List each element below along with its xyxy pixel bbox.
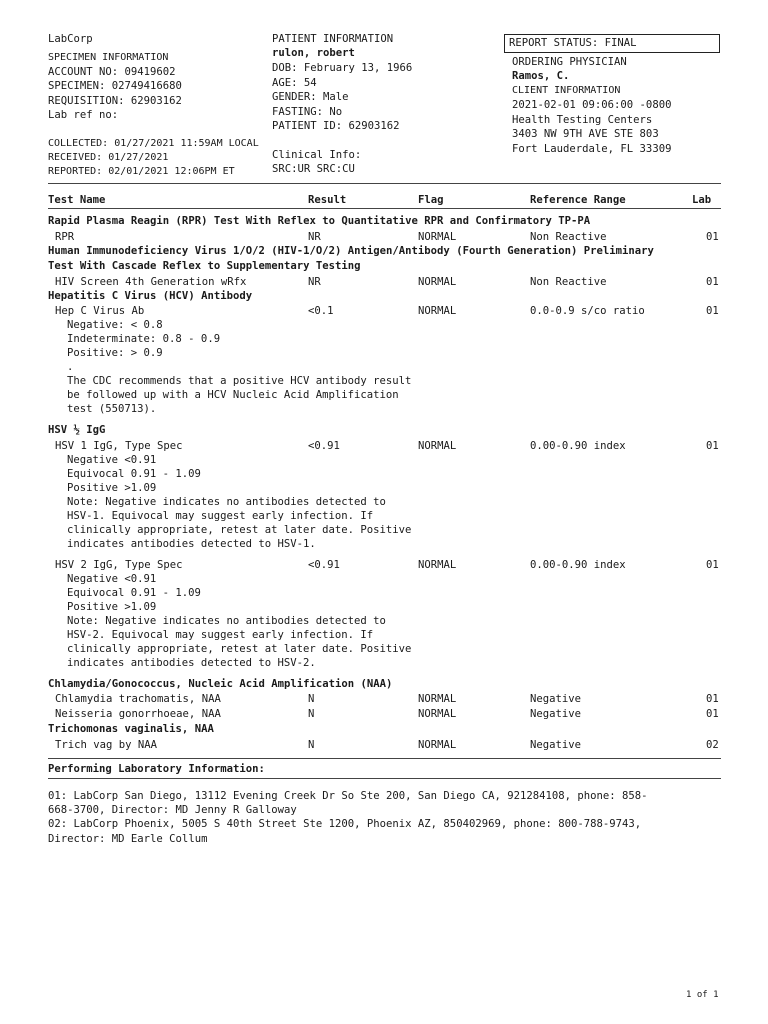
note-line: The CDC recommends that a positive HCV antibody result (67, 375, 412, 387)
test-result: NR (308, 276, 321, 288)
test-name: Trich vag by NAA (55, 739, 158, 751)
section-title-hiv-line2: Test With Cascade Reflex to Supplementary Testing (48, 260, 361, 272)
specimen-source: SRC:UR SRC:CU (272, 163, 355, 175)
clinical-info: Clinical Info: (272, 149, 362, 161)
test-reference-range: Negative (530, 693, 582, 705)
physician-name: Ramos, C. (512, 70, 570, 82)
patient-heading: PATIENT INFORMATION (272, 33, 394, 45)
note-line: test (550713). (67, 403, 157, 415)
client-datetime: 2021-02-01 09:06:00 -0800 (512, 99, 672, 111)
note-line: indicates antibodies detected to HSV-1. (67, 538, 316, 550)
section-title-hiv-line1: Human Immunodeficiency Virus 1/O/2 (HIV-1/O/2) Antigen/Antibody (Fourth Generation) Preliminary (48, 245, 654, 257)
test-reference-range: 0.0-0.9 s/co ratio (530, 305, 645, 317)
test-reference-range: Non Reactive (530, 231, 607, 243)
performing-lab-02-line2: Director: MD Earle Collum (48, 833, 208, 845)
test-name: Neisseria gonorrhoeae, NAA (55, 708, 221, 720)
test-result: NR (308, 231, 321, 243)
result-row-rpr (48, 230, 718, 244)
note-line: Negative <0.91 (67, 454, 157, 466)
test-name: HIV Screen 4th Generation wRfx (55, 276, 247, 288)
test-result: N (308, 693, 315, 705)
note-line: Negative <0.91 (67, 573, 157, 585)
lab-name: LabCorp (48, 33, 93, 45)
section-title-trichomonas: Trichomonas vaginalis, NAA (48, 723, 214, 735)
test-lab: 01 (706, 708, 719, 720)
test-lab: 01 (706, 440, 719, 452)
physician-heading: ORDERING PHYSICIAN (512, 56, 627, 68)
patient-dob: DOB: February 13, 1966 (272, 62, 413, 74)
test-result: N (308, 739, 315, 751)
header-divider (48, 183, 721, 184)
test-lab: 01 (706, 305, 719, 317)
note-line: Equivocal 0.91 - 1.09 (67, 587, 201, 599)
specimen-number: SPECIMEN: 02749416680 (48, 80, 182, 92)
test-reference-range: 0.00-0.90 index (530, 440, 626, 452)
patient-name: rulon, robert (272, 47, 355, 59)
result-row-hcv (48, 304, 718, 318)
col-lab: Lab (692, 194, 712, 206)
result-row-chlamydia (48, 692, 718, 706)
hsv1-notes (48, 453, 411, 551)
requisition-number: REQUISITION: 62903162 (48, 95, 182, 107)
test-flag: NORMAL (418, 231, 457, 243)
received-date: RECEIVED: 01/27/2021 (48, 152, 169, 163)
result-row-hiv (48, 275, 718, 289)
note-line: HSV-1. Equivocal may suggest early infection. If (67, 510, 374, 522)
account-number: ACCOUNT NO: 09419602 (48, 66, 176, 78)
col-test-name: Test Name (48, 194, 106, 206)
note-line: Positive: > 0.9 (67, 347, 163, 359)
note-line: indicates antibodies detected to HSV-2. (67, 657, 316, 669)
client-address-line1: 3403 NW 9TH AVE STE 803 (512, 128, 659, 140)
col-flag: Flag (418, 194, 444, 206)
test-reference-range: Negative (530, 708, 582, 720)
results-column-headers (48, 193, 718, 207)
section-title-rpr: Rapid Plasma Reagin (RPR) Test With Reflex to Quantitative RPR and Confirmatory TP-PA (48, 215, 591, 227)
performing-lab-02-line1: 02: LabCorp Phoenix, 5005 S 40th Street Ste 1200, Phoenix AZ, 850402969, phone: 800-788-9743, (48, 818, 642, 830)
test-result: <0.91 (308, 559, 340, 571)
section-title-hsv: HSV ½ IgG (48, 424, 106, 436)
client-address-line2: Fort Lauderdale, FL 33309 (512, 143, 672, 155)
note-line: . (67, 361, 74, 373)
test-result: <0.91 (308, 440, 340, 452)
client-heading: CLIENT INFORMATION (512, 85, 621, 96)
client-name: Health Testing Centers (512, 114, 653, 126)
note-line: Equivocal 0.91 - 1.09 (67, 468, 201, 480)
lab-ref: Lab ref no: (48, 109, 119, 121)
section-title-ctng: Chlamydia/Gonococcus, Nucleic Acid Amplification (NAA) (48, 678, 393, 690)
patient-fasting: FASTING: No (272, 106, 343, 118)
result-row-hsv1 (48, 439, 718, 453)
test-name: RPR (55, 231, 75, 243)
performing-heading: Performing Laboratory Information: (48, 763, 265, 775)
test-name: HSV 1 IgG, Type Spec (55, 440, 183, 452)
result-row-gonorrhoeae (48, 707, 718, 721)
test-lab: 01 (706, 559, 719, 571)
note-line: HSV-2. Equivocal may suggest early infection. If (67, 629, 374, 641)
note-line: Negative: < 0.8 (67, 319, 163, 331)
note-line: clinically appropriate, retest at later date. Positive (67, 643, 412, 655)
test-reference-range: 0.00-0.90 index (530, 559, 626, 571)
note-line: Note: Negative indicates no antibodies detected to (67, 496, 386, 508)
result-row-trichomonas (48, 738, 718, 752)
column-header-divider (48, 208, 721, 209)
hcv-notes (48, 318, 411, 416)
patient-age: AGE: 54 (272, 77, 317, 89)
section-title-hcv: Hepatitis C Virus (HCV) Antibody (48, 290, 253, 302)
test-lab: 01 (706, 693, 719, 705)
patient-gender: GENDER: Male (272, 91, 349, 103)
performing-lab-01-line1: 01: LabCorp San Diego, 13112 Evening Creek Dr So Ste 200, San Diego CA, 921284108, phone: 858- (48, 790, 648, 802)
test-lab: 01 (706, 231, 719, 243)
note-line: Positive >1.09 (67, 482, 157, 494)
performing-divider-bottom (48, 778, 721, 779)
report-status-box (504, 34, 720, 53)
test-name: Chlamydia trachomatis, NAA (55, 693, 221, 705)
note-line: Note: Negative indicates no antibodies detected to (67, 615, 386, 627)
note-line: Indeterminate: 0.8 - 0.9 (67, 333, 221, 345)
test-flag: NORMAL (418, 559, 457, 571)
test-reference-range: Negative (530, 739, 582, 751)
hsv2-notes (48, 572, 411, 670)
test-flag: NORMAL (418, 305, 457, 317)
result-row-hsv2 (48, 558, 718, 572)
test-lab: 01 (706, 276, 719, 288)
col-result: Result (308, 194, 347, 206)
test-result: <0.1 (308, 305, 334, 317)
test-lab: 02 (706, 739, 719, 751)
test-result: N (308, 708, 315, 720)
collected-date: COLLECTED: 01/27/2021 11:59AM LOCAL (48, 138, 259, 149)
performing-divider-top (48, 758, 721, 759)
test-flag: NORMAL (418, 708, 457, 720)
note-line: Positive >1.09 (67, 601, 157, 613)
test-flag: NORMAL (418, 276, 457, 288)
performing-lab-01-line2: 668-3700, Director: MD Jenny R Galloway (48, 804, 297, 816)
test-reference-range: Non Reactive (530, 276, 607, 288)
page-number: 1 of 1 (686, 990, 719, 1000)
report-status: REPORT STATUS: FINAL (509, 37, 637, 49)
note-line: clinically appropriate, retest at later date. Positive (67, 524, 412, 536)
reported-date: REPORTED: 02/01/2021 12:06PM ET (48, 166, 235, 177)
note-line: be followed up with a HCV Nucleic Acid Amplification (67, 389, 399, 401)
test-flag: NORMAL (418, 693, 457, 705)
patient-id: PATIENT ID: 62903162 (272, 120, 400, 132)
test-name: Hep C Virus Ab (55, 305, 145, 317)
col-reference-range: Reference Range (530, 194, 626, 206)
specimen-heading: SPECIMEN INFORMATION (48, 52, 169, 63)
test-flag: NORMAL (418, 739, 457, 751)
test-flag: NORMAL (418, 440, 457, 452)
test-name: HSV 2 IgG, Type Spec (55, 559, 183, 571)
